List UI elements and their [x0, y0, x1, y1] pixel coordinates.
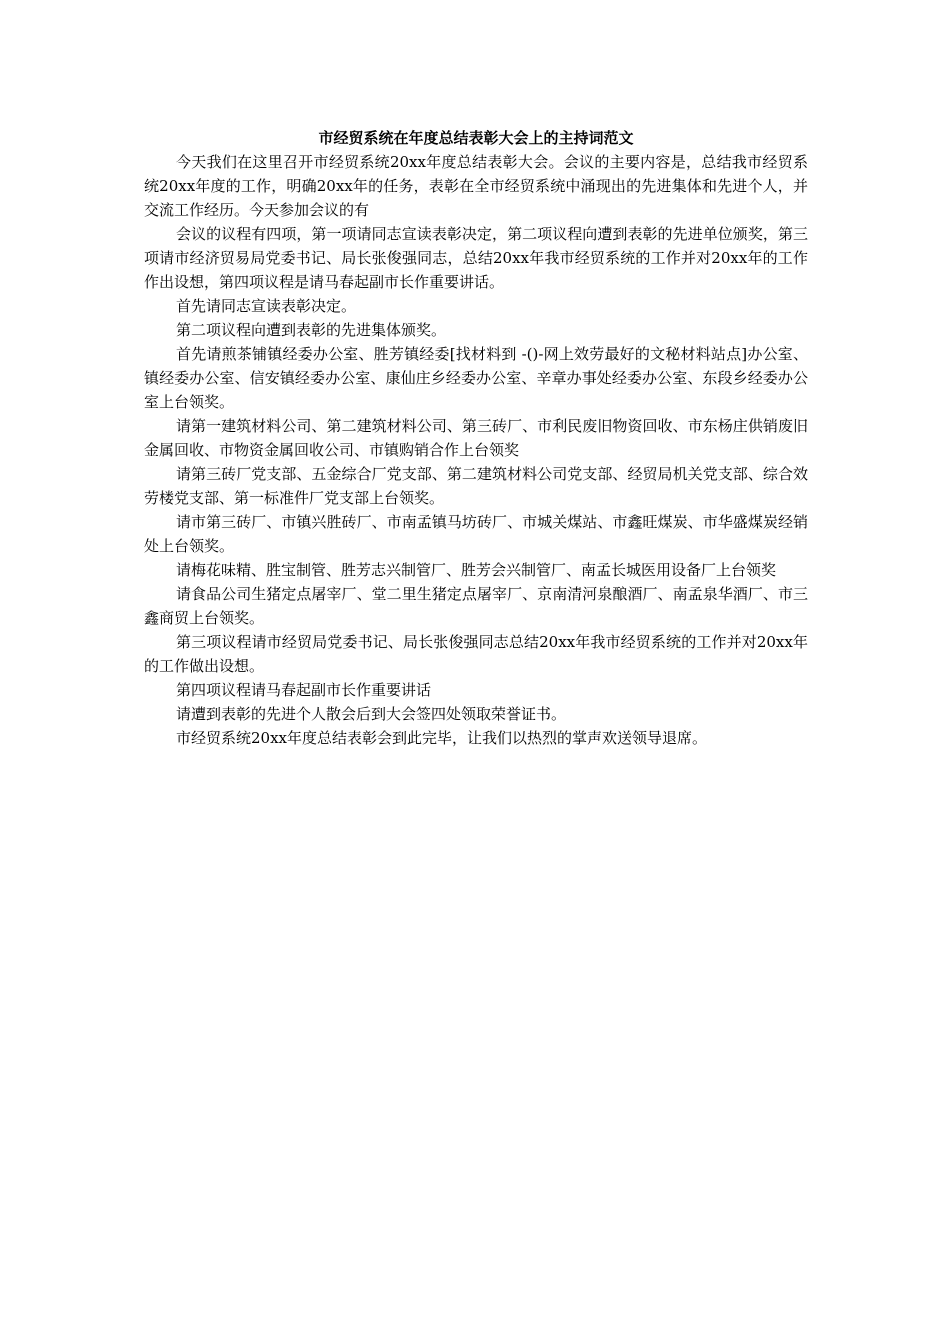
document-page	[144, 126, 808, 750]
paragraph-1: 今天我们在这里召开市经贸系统20xx年度总结表彰大会。会议的主要内容是，总结我市经贸系统20xx年度的工作，明确20xx年的任务，表彰在全市经贸系统中涌现出的先进集体和先进个人，并交流工作经历。今天参加会议的有	[144, 153, 808, 219]
document-title: 市经贸系统在年度总结表彰大会上的主持词范文	[318, 129, 634, 147]
paragraph-5: 首先请煎茶铺镇经委办公室、胜芳镇经委[找材料到 -()-网上效劳最好的文秘材料站点]办公室、镇经委办公室、信安镇经委办公室、康仙庄乡经委办公室、辛章办事处经委办公室、东段乡经委办公室上台领奖。	[144, 345, 808, 411]
paragraph-7: 请第三砖厂党支部、五金综合厂党支部、第二建筑材料公司党支部、经贸局机关党支部、综合效劳楼党支部、第一标准件厂党支部上台领奖。	[144, 465, 808, 507]
paragraph-11: 第三项议程请市经贸局党委书记、局长张俊强同志总结20xx年我市经贸系统的工作并对20xx年的工作做出设想。	[144, 633, 808, 675]
paragraph-3: 首先请同志宣读表彰决定。	[176, 297, 357, 315]
paragraph-8: 请市第三砖厂、市镇兴胜砖厂、市南孟镇马坊砖厂、市城关煤站、市鑫旺煤炭、市华盛煤炭经销处上台领奖。	[144, 513, 808, 555]
paragraph-2: 会议的议程有四项，第一项请同志宣读表彰决定，第二项议程向遭到表彰的先进单位颁奖，第三项请市经济贸易局党委书记、局长张俊强同志，总结20xx年我市经贸系统的工作并对20xx年的工作作出设想，第四项议程是请马春起副市长作重要讲话。	[144, 225, 808, 291]
paragraph-6: 请第一建筑材料公司、第二建筑材料公司、第三砖厂、市利民废旧物资回收、市东杨庄供销废旧金属回收、市物资金属回收公司、市镇购销合作上台领奖	[144, 417, 808, 459]
paragraph-9: 请梅花味精、胜宝制管、胜芳志兴制管厂、胜芳会兴制管厂、南孟长城医用设备厂上台领奖	[176, 561, 777, 579]
paragraph-14: 市经贸系统20xx年度总结表彰会到此完毕，让我们以热烈的掌声欢送领导退席。	[176, 729, 708, 747]
paragraph-4: 第二项议程向遭到表彰的先进集体颁奖。	[176, 321, 447, 339]
paragraph-12: 第四项议程请马春起副市长作重要讲话	[176, 681, 432, 699]
paragraph-13: 请遭到表彰的先进个人散会后到大会签四处领取荣誉证书。	[176, 705, 567, 723]
paragraph-10: 请食品公司生猪定点屠宰厂、堂二里生猪定点屠宰厂、京南清河泉酿酒厂、南孟泉华酒厂、市三鑫商贸上台领奖。	[144, 585, 808, 627]
